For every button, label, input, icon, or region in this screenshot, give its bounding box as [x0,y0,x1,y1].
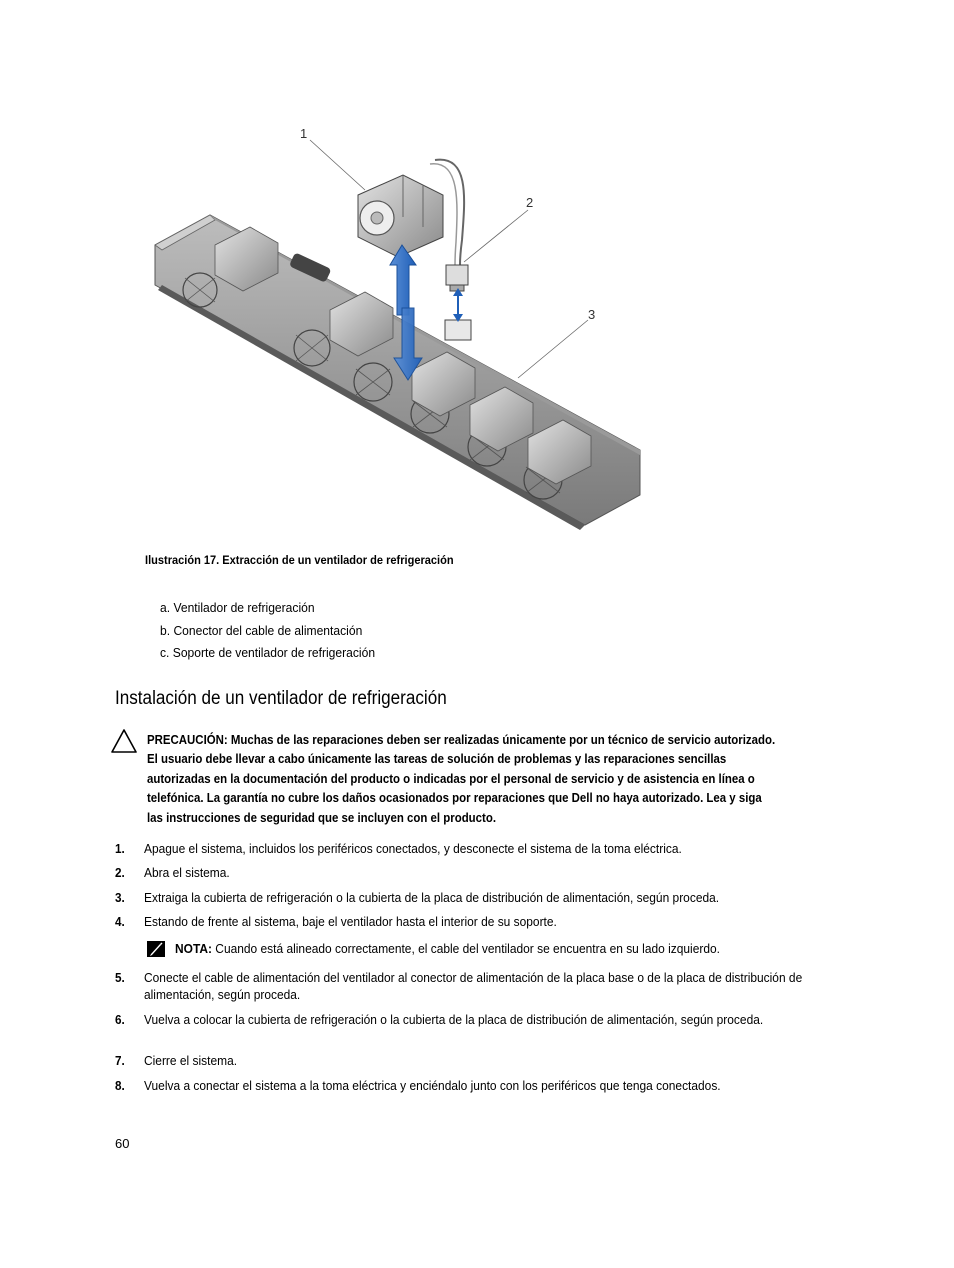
step-text: Vuelva a colocar la cubierta de refrigeración o la cubierta de la placa de distribución de alimentación, según proceda. [144,1012,764,1027]
note-message [175,941,720,956]
callout-1: 1 [300,126,308,141]
note-label: NOTA: [175,941,212,956]
legend-item: a. Ventilador de refrigeración [160,600,315,615]
caution-triangle-icon [110,728,138,754]
step-text: Apague el sistema, incluidos los periféricos conectados, y desconecte el sistema de la toma eléctrica. [144,841,682,856]
fan-removal-illustration [140,120,650,540]
step-number: 7. [115,1053,125,1068]
step-text: Vuelva a conectar el sistema a la toma eléctrica y enciéndalo junto con los periféricos que tenga conectados. [144,1078,721,1093]
step-number: 4. [115,914,125,929]
step-text: Abra el sistema. [144,865,230,880]
step-number: 5. [115,970,125,985]
figure-legend [160,600,375,668]
step-text: Conecte el cable de alimentación del ventilador al conector de alimentación de la placa base o de la placa de distribución de alimentación, según proceda. [144,970,803,1002]
step-number: 6. [115,1012,125,1027]
step-text: Estando de frente al sistema, baje el ventilador hasta el interior de su soporte. [144,914,557,929]
step-number: 8. [115,1078,125,1093]
legend-item: b. Conector del cable de alimentación [160,622,363,638]
caution-message: PRECAUCIÓN: Muchas de las reparaciones deben ser realizadas únicamente por un técnico de servicio autorizado. El usuario debe llevar a cabo únicamente las tareas de solución de problemas y las reparaciones sencillas autorizadas en la documentación del producto o indicadas por el personal de servicio y de asistencia en línea o telefónica. La garantía no cubre los daños ocasionados por reparaciones que Dell no haya autorizado. Lea y siga las instrucciones de seguridad que se incluyen con el producto. [147,732,776,825]
callout-2: 2 [526,195,534,210]
step-text: Cierre el sistema. [144,1053,238,1068]
figure-caption: Ilustración 17. Extracción de un ventilador de refrigeración [145,553,454,567]
cooling-fan [358,160,464,265]
step-text: Extraiga la cubierta de refrigeración o la cubierta de la placa de distribución de alimentación, según proceda. [144,890,720,905]
step-number: 3. [115,890,125,905]
legend-item: c. Soporte de ventilador de refrigeración [160,645,376,660]
callout-3: 3 [588,307,596,322]
section-heading: Instalación de un ventilador de refrigeración [115,688,447,709]
note-body: Cuando está alineado correctamente, el cable del ventilador se encuentra en su lado izquierdo. [211,941,720,956]
step-number: 2. [115,865,125,880]
note-pencil-icon [146,940,166,958]
step-number: 1. [115,841,125,856]
page-number: 60 [115,1136,130,1151]
